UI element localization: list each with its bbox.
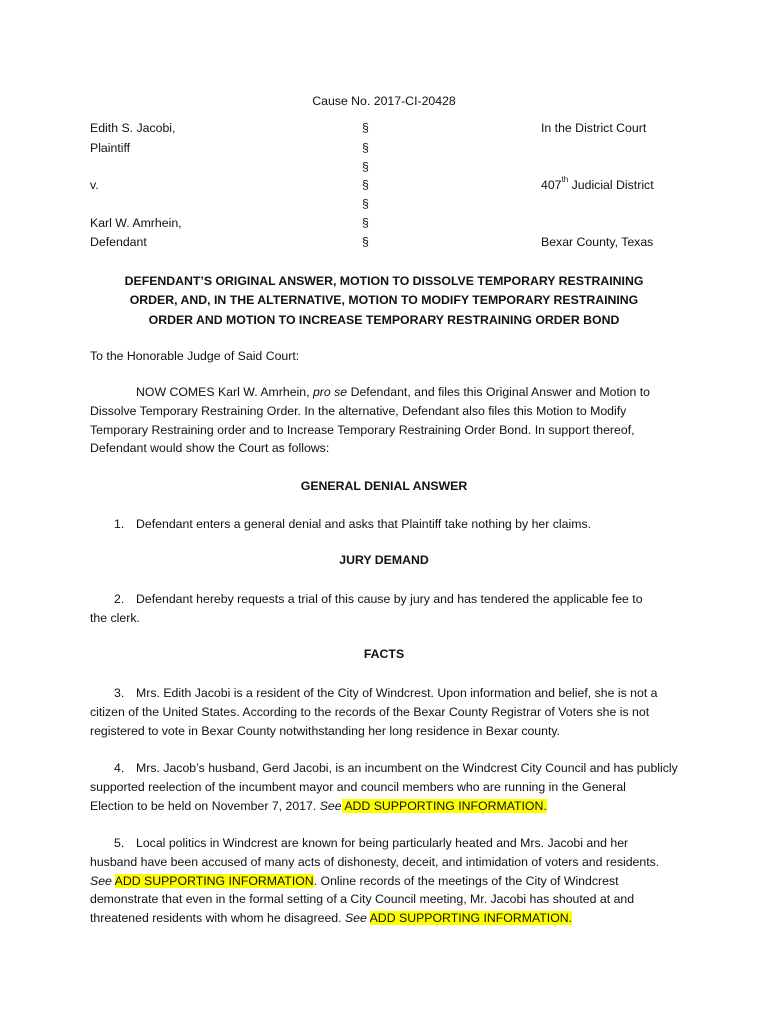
defendant-name: Karl W. Amrhein,: [90, 216, 182, 230]
paragraph-1: [90, 515, 678, 534]
section-symbol: §: [362, 235, 369, 249]
paragraph-5-line-4: demonstrate that even in the formal setting of a City Council meeting, Mr. Jacobi has shouted at and: [90, 892, 635, 907]
paragraph-3-line-3: registered to vote in Bexar County notwithstanding her long residence in Bexar county.: [90, 723, 561, 738]
paragraph-5-line-5: [90, 909, 678, 928]
heading-general-denial: GENERAL DENIAL ANSWER: [300, 479, 468, 493]
paragraph-text: Local politics in Windcrest are known for being particularly heated and Mrs. Jacobi and her: [136, 836, 629, 850]
placeholder-highlight: ADD SUPPORTING INFORMATION: [114, 873, 314, 888]
versus: v.: [90, 178, 99, 192]
caption-row-6: [0, 216, 768, 234]
intro-text: NOW COMES Karl W. Amrhein,: [136, 385, 313, 399]
see-signal: See: [90, 873, 112, 888]
placeholder-highlight: ADD SUPPORTING INFORMATION.: [344, 798, 547, 813]
cause-number: Cause No. 2017-CI-20428: [312, 94, 456, 108]
paragraph-4: [90, 759, 678, 815]
paragraph-number: 1.: [114, 517, 125, 531]
paragraph-3: [90, 684, 678, 740]
paragraph-number: 5.: [114, 836, 125, 850]
intro-line-1: [90, 383, 678, 402]
paragraph-4-line-3: [90, 797, 678, 816]
judicial-district: [541, 175, 654, 192]
paragraph-2: [90, 590, 678, 628]
district-label: Judicial District: [568, 178, 654, 192]
paragraph-text: Defendant hereby requests a trial of this cause by jury and has tendered the applicable fee to: [136, 592, 643, 606]
paragraph-2-line-1: [90, 590, 678, 609]
intro-text: Defendant, and files this Original Answer and Motion to: [347, 385, 650, 399]
paragraph-5-line-1: [90, 834, 678, 853]
paragraph-5-line-3: [90, 872, 678, 891]
heading-jury-demand: JURY DEMAND: [339, 553, 429, 567]
pro-se-text: pro se: [312, 385, 348, 399]
see-signal: See: [319, 798, 342, 813]
title-line: ORDER, AND, IN THE ALTERNATIVE, MOTION TO MODIFY TEMPORARY RESTRAINING: [129, 293, 639, 308]
paragraph-text: Election to be held on November 7, 2017.: [90, 798, 320, 813]
section-symbol: §: [362, 197, 369, 211]
heading-facts: FACTS: [363, 647, 405, 661]
caption-row-4: [0, 175, 768, 196]
county: Bexar County, Texas: [541, 235, 654, 249]
plaintiff-name: Edith S. Jacobi,: [90, 121, 176, 135]
district-number: 407: [541, 178, 562, 192]
caption-row-2: [0, 141, 768, 159]
paragraph-number: 3.: [114, 686, 125, 700]
paragraph-number: 2.: [114, 592, 125, 606]
intro-line-3: Temporary Restraining order and to Increase Temporary Restraining Order Bond. In support thereof,: [90, 422, 635, 437]
document-title: [90, 272, 678, 330]
defendant-role: Defendant: [90, 235, 147, 249]
title-line: DEFENDANT’S ORIGINAL ANSWER, MOTION TO DISSOLVE TEMPORARY RESTRAINING: [124, 274, 644, 288]
caption-row-7: [0, 235, 768, 253]
section-symbol: §: [362, 141, 369, 155]
plaintiff-role: Plaintiff: [90, 141, 131, 155]
intro-line-4: Defendant would show the Court as follows:: [90, 441, 330, 456]
district-suffix: th: [561, 175, 569, 184]
paragraph-text: threatened residents with whom he disagreed.: [90, 911, 345, 926]
title-line: ORDER AND MOTION TO INCREASE TEMPORARY RESTRAINING ORDER BOND: [148, 312, 620, 327]
paragraph-text: Defendant enters a general denial and asks that Plaintiff take nothing by her claims.: [136, 517, 592, 531]
paragraph-5-line-2: husband have been accused of many acts of dishonesty, deceit, and intimidation of voters and residents.: [90, 854, 660, 869]
paragraph-number: 4.: [114, 761, 125, 775]
see-signal: See: [344, 911, 367, 926]
placeholder-highlight: ADD SUPPORTING INFORMATION.: [369, 911, 573, 926]
section-symbol: §: [362, 216, 369, 230]
paragraph-4-line-1: [90, 759, 678, 778]
caption-row-1: [0, 121, 768, 139]
paragraph-1-line: [90, 515, 678, 534]
section-symbol: §: [362, 121, 369, 135]
section-symbol: §: [362, 178, 369, 192]
intro-line-2: Dissolve Temporary Restraining Order. In the alternative, Defendant also files this Motion to Modify: [90, 403, 627, 418]
paragraph-text: . Online records of the meetings of the City of Windcrest: [313, 873, 619, 888]
greeting: To the Honorable Judge of Said Court:: [90, 349, 300, 363]
section-symbol: §: [362, 160, 369, 174]
paragraph-3-line-2: citizen of the United States. According to the records of the Bexar County Registrar of Voters she is not: [90, 704, 650, 719]
paragraph-2-line-2: the clerk.: [90, 610, 140, 625]
paragraph-5: [90, 834, 678, 928]
caption-row-5: [0, 197, 768, 215]
paragraph-3-line-1: [90, 684, 678, 703]
paragraph-text: Mrs. Edith Jacobi is a resident of the City of Windcrest. Upon information and belief, she is not a: [136, 686, 658, 700]
paragraph-4-line-2: supported reelection of the incumbent mayor and council members who are running in the General: [90, 779, 626, 794]
intro-paragraph: [90, 383, 678, 458]
caption-row-3: [0, 160, 768, 178]
paragraph-text: Mrs. Jacob’s husband, Gerd Jacobi, is an incumbent on the Windcrest City Council and has publicly: [136, 761, 678, 775]
court-name: In the District Court: [541, 121, 647, 135]
